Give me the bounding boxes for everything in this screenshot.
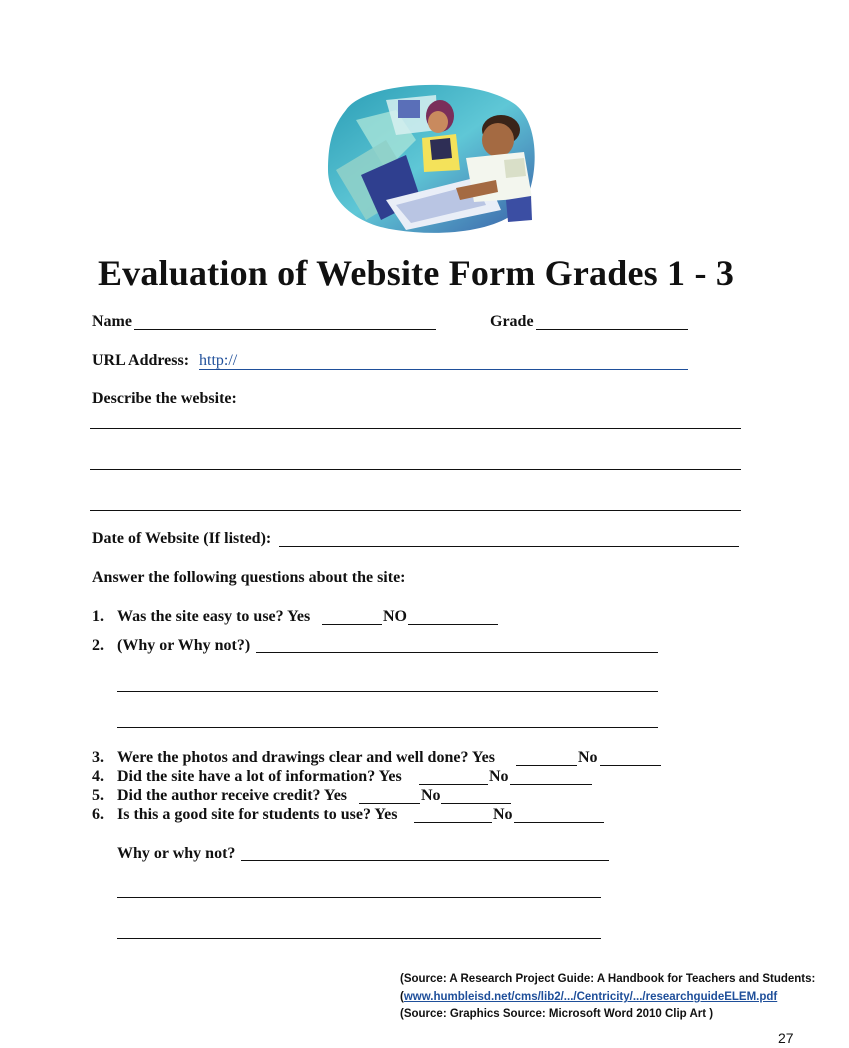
name-blank[interactable]	[134, 329, 436, 330]
question-1: 1. Was the site easy to use? Yes	[92, 608, 311, 625]
q2-line-2[interactable]	[117, 691, 658, 692]
why-line-3[interactable]	[117, 938, 601, 939]
name-label: Name	[92, 313, 132, 330]
q3-no-label: No	[578, 749, 598, 766]
form-title: Evaluation of Website Form Grades 1 - 3	[97, 253, 735, 293]
q2-line-1[interactable]	[256, 652, 658, 653]
q6-yes-blank[interactable]	[414, 822, 492, 823]
url-label: URL Address:	[92, 352, 190, 369]
source-line-3: (Source: Graphics Source: Microsoft Word 2010 Clip Art )	[400, 1008, 714, 1020]
grade-label: Grade	[490, 313, 534, 330]
question-2: 2. (Why or Why not?)	[92, 637, 251, 654]
q3-yes-blank[interactable]	[516, 765, 577, 766]
question-5: 5. Did the author receive credit? Yes	[92, 787, 348, 804]
q4-no-blank[interactable]	[510, 784, 592, 785]
describe-line-1[interactable]	[90, 428, 741, 429]
source-link[interactable]: www.humbleisd.net/cms/lib2/.../Centricity/.../researchguideELEM.pdf	[403, 991, 778, 1003]
q4-yes-blank[interactable]	[419, 784, 488, 785]
answer-instruction: Answer the following questions about the site:	[92, 569, 406, 586]
source-line-2: (www.humbleisd.net/cms/lib2/.../Centricity/.../researchguideELEM.pdf	[400, 991, 778, 1003]
url-value[interactable]: http://	[199, 352, 238, 369]
why-line-2[interactable]	[117, 897, 601, 898]
question-3: 3. Were the photos and drawings clear and well done? Yes	[92, 749, 495, 766]
q4-no-label: No	[489, 768, 509, 785]
q1-no-blank[interactable]	[408, 624, 498, 625]
q6-no-label: No	[493, 806, 513, 823]
children-at-computers-clipart	[326, 80, 540, 236]
date-blank[interactable]	[279, 546, 739, 547]
why-label: Why or why not?	[117, 845, 236, 862]
q3-no-blank[interactable]	[600, 765, 661, 766]
why-line-1[interactable]	[241, 860, 609, 861]
grade-blank[interactable]	[536, 329, 688, 330]
q5-no-label: No	[421, 787, 441, 804]
q2-line-3[interactable]	[117, 727, 658, 728]
page-number: 27	[778, 1030, 794, 1046]
question-6: 6. Is this a good site for students to use? Yes	[92, 806, 398, 823]
q5-yes-blank[interactable]	[359, 803, 420, 804]
describe-label: Describe the website:	[92, 390, 237, 407]
date-label: Date of Website (If listed):	[92, 530, 272, 547]
q1-yes-blank[interactable]	[322, 624, 382, 625]
source-line-1: (Source: A Research Project Guide: A Handbook for Teachers and Students:	[400, 973, 816, 985]
q6-no-blank[interactable]	[514, 822, 604, 823]
question-4: 4. Did the site have a lot of information? Yes	[92, 768, 402, 785]
url-blank[interactable]	[199, 369, 688, 370]
q5-no-blank[interactable]	[441, 803, 511, 804]
q1-no-label: NO	[383, 608, 407, 625]
describe-line-3[interactable]	[90, 510, 741, 511]
describe-line-2[interactable]	[90, 469, 741, 470]
